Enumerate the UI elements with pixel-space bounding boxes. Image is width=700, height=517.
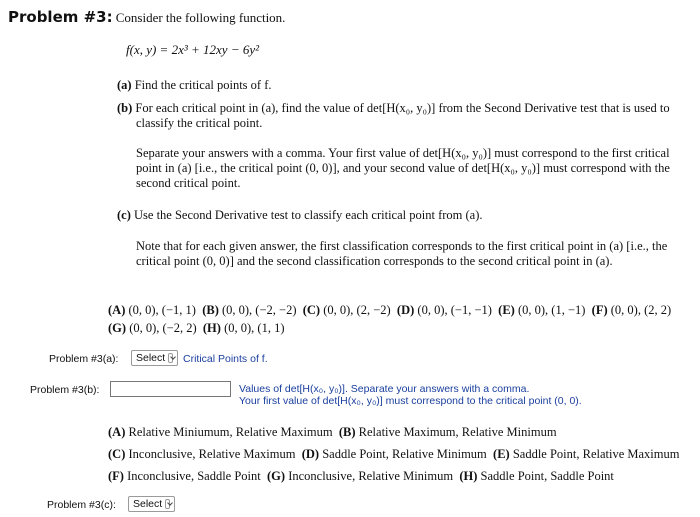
choice-c-h-value: Saddle Point, Saddle Point	[480, 469, 614, 483]
part-b-note-line2: point in (a) [i.e., the critical point (0, 0)], and your second value of det[H(x₀, y₀)] must correspond with the	[136, 161, 670, 175]
choice-g-value: (0, 0), (−2, 2)	[129, 321, 197, 335]
answer-a-select-value: Select	[136, 352, 166, 364]
part-c-note-line1: Note that for each given answer, the first classification corresponds to the first critical point in (a) [i.e., the	[136, 239, 668, 253]
choice-c-b-label: (B)	[338, 425, 356, 439]
choice-c-c-label: (C)	[108, 447, 126, 461]
part-c-text: Use the Second Derivative test to classify each critical point from (a).	[134, 208, 483, 222]
choice-c-d-label: (D)	[301, 447, 320, 461]
choice-c-g-label: (G)	[267, 469, 286, 483]
choice-b-value: (0, 0), (−2, −2)	[221, 303, 297, 317]
choice-c-e-label: (E)	[493, 447, 510, 461]
choice-c-label: (C)	[302, 303, 321, 317]
answer-a-select[interactable]	[131, 350, 178, 366]
choice-e-value: (0, 0), (1, −1)	[517, 303, 586, 317]
answer-a-label: Problem #3(a):	[49, 353, 119, 365]
choice-c-e-value: Saddle Point, Relative Maximum	[512, 447, 680, 461]
choice-c-d-value: Saddle Point, Relative Minimum	[322, 447, 487, 461]
choice-b-label: (B)	[202, 303, 219, 317]
choice-e-label: (E)	[498, 303, 515, 317]
choice-g-label: (G)	[108, 321, 127, 335]
choice-c-a-label: (A)	[108, 425, 126, 439]
chevron-down-icon	[165, 499, 170, 509]
answer-b-input[interactable]	[110, 381, 231, 397]
answer-c-select[interactable]	[128, 496, 175, 512]
choices-c-row3	[108, 469, 614, 484]
part-a-label: (a)	[117, 78, 132, 92]
choice-f-value: (0, 0), (2, 2)	[610, 303, 672, 317]
choice-c-value: (0, 0), (2, −2)	[323, 303, 391, 317]
choice-c-b-value: Relative Maximum, Relative Minimum	[358, 425, 557, 439]
choice-a-label: (A)	[108, 303, 126, 317]
part-c-note-line2: critical point (0, 0)] and the second classification corresponds to the second critical point in (a).	[136, 254, 613, 268]
part-a	[117, 78, 271, 93]
choice-c-f-label: (F)	[108, 469, 124, 483]
part-b-line1	[117, 101, 670, 116]
answer-c-select-value: Select	[133, 498, 163, 510]
choice-f-label: (F)	[591, 303, 608, 317]
part-b-text: For each critical point in (a), find the value of det[H(x₀, y₀)] from the Second Derivative test that is used to	[135, 101, 670, 115]
choice-c-c-value: Inconclusive, Relative Maximum	[128, 447, 296, 461]
answer-a-hint: Critical Points of f.	[183, 353, 268, 365]
choice-c-h-label: (H)	[459, 469, 478, 483]
answer-c-label: Problem #3(c):	[47, 499, 116, 511]
function-expression: f(x, y) = 2x³ + 12xy − 6y²	[126, 42, 260, 57]
choice-c-a-value: Relative Miniumum, Relative Maximum	[128, 425, 333, 439]
choice-a-value: (0, 0), (−1, 1)	[128, 303, 196, 317]
choices-c-row2	[108, 447, 679, 462]
choice-d-label: (D)	[396, 303, 415, 317]
chevron-down-icon	[168, 353, 173, 363]
choices-a-row2	[108, 321, 284, 336]
part-b-line2: classify the critical point.	[136, 116, 263, 130]
part-c-label: (c)	[117, 208, 131, 222]
choice-c-g-value: Inconclusive, Relative Minimum	[288, 469, 454, 483]
answer-b-label: Problem #3(b):	[30, 384, 100, 396]
problem-number: Problem #3:	[8, 8, 113, 26]
answer-b-hint-line2: Your first value of det[H(x₀, y₀)] must correspond to the critical point (0, 0).	[239, 395, 582, 407]
choice-c-f-value: Inconclusive, Saddle Point	[127, 469, 261, 483]
choice-h-label: (H)	[202, 321, 221, 335]
choices-a-row1	[108, 303, 671, 318]
part-b-label: (b)	[117, 101, 133, 115]
problem-header-line	[8, 10, 285, 26]
answer-b-hint-line1: Values of det[H(x₀, y₀)]. Separate your answers with a comma.	[239, 383, 530, 395]
problem-intro: Consider the following function.	[115, 10, 286, 25]
choices-c-row1	[108, 425, 557, 440]
part-b-note-line1: Separate your answers with a comma. Your first value of det[H(x₀, y₀)] must correspond to the first critical	[136, 146, 670, 160]
choice-h-value: (0, 0), (1, 1)	[224, 321, 285, 335]
choice-d-value: (0, 0), (−1, −1)	[417, 303, 492, 317]
part-a-text: Find the critical points of f.	[134, 78, 272, 92]
part-b-note-line3: second critical point.	[136, 176, 241, 190]
part-c	[117, 208, 483, 223]
